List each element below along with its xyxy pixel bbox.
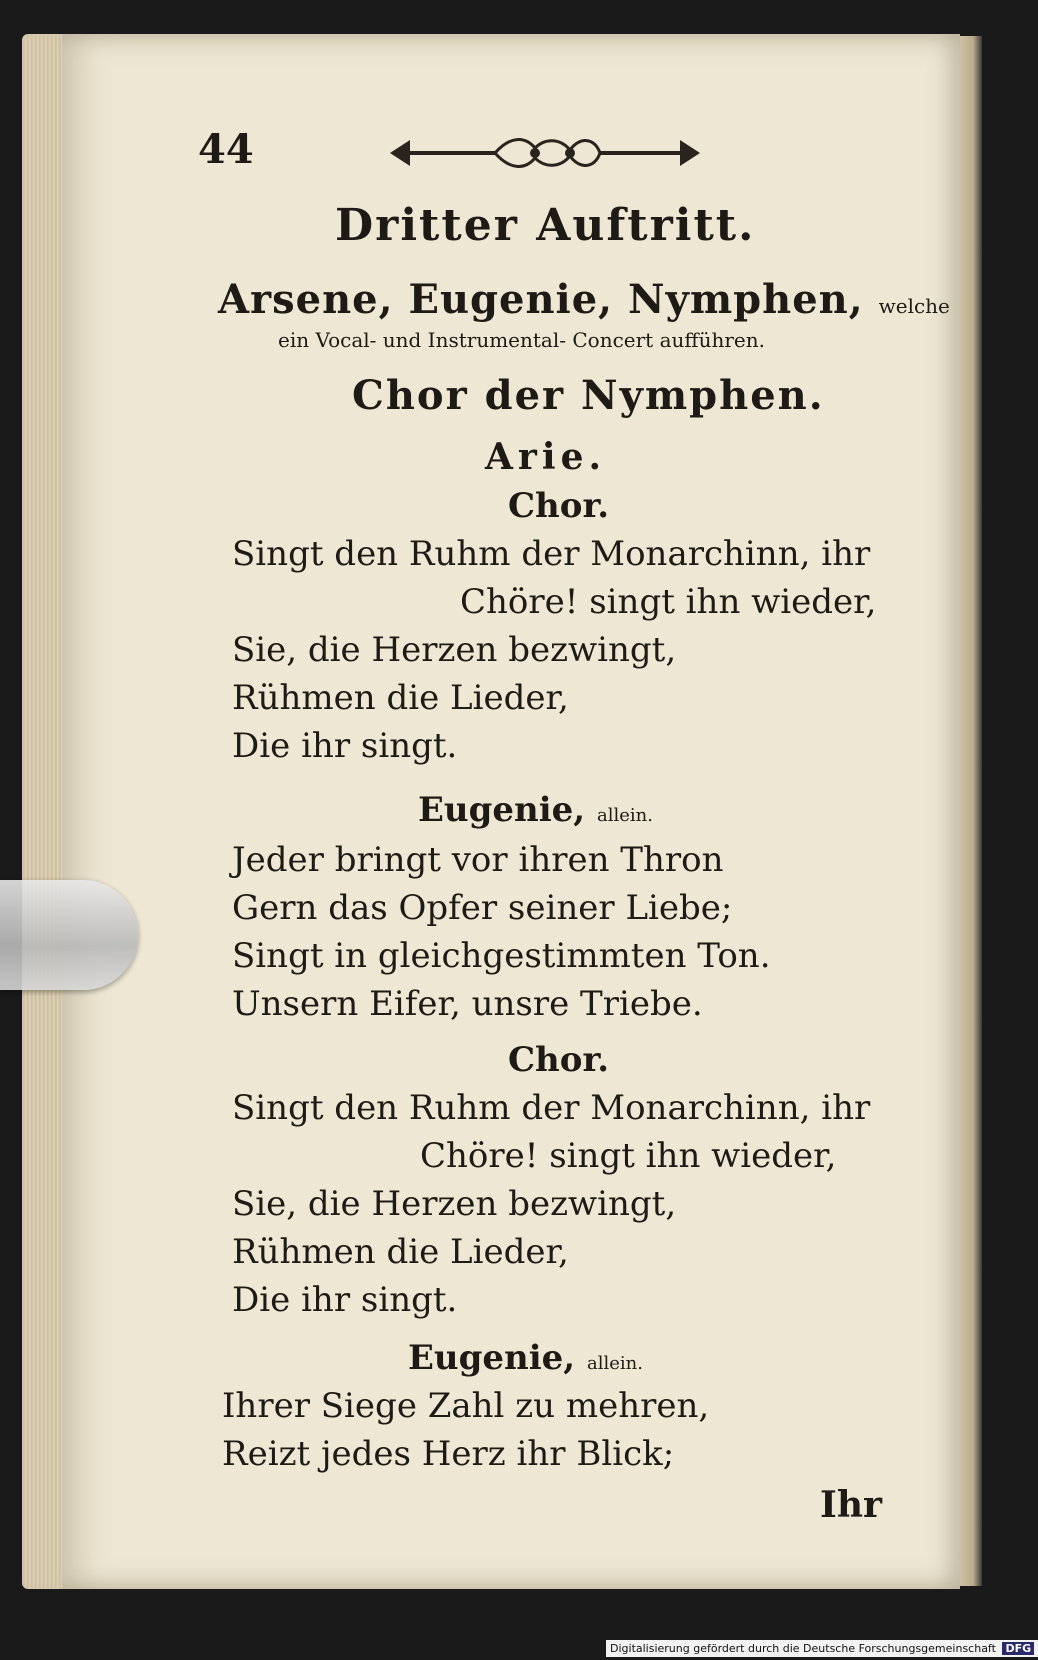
verse-line: Reizt jedes Herz ihr Blick;	[222, 1434, 675, 1474]
verse-line: Sie, die Herzen bezwingt,	[232, 1184, 677, 1224]
speaker-note: allein.	[587, 1353, 643, 1374]
speaker-heading	[508, 1040, 609, 1080]
verse-line: Singt den Ruhm der Monarchinn, ihr	[232, 534, 871, 574]
verse-line: Rühmen die Lieder,	[232, 678, 569, 718]
verse-line: Chöre! singt ihn wieder,	[460, 582, 877, 622]
aria-title: Arie.	[485, 436, 607, 478]
scene-title: Dritter Auftritt.	[335, 200, 756, 251]
verse-line: Chöre! singt ihn wieder,	[420, 1136, 837, 1176]
verse-line: Die ihr singt.	[232, 1280, 458, 1320]
verse-line: Sie, die Herzen bezwingt,	[232, 630, 677, 670]
verse-line: Singt den Ruhm der Monarchinn, ihr	[232, 1088, 871, 1128]
speaker-heading	[418, 790, 653, 830]
verse-line: Rühmen die Lieder,	[232, 1232, 569, 1272]
speaker-heading	[508, 486, 609, 526]
verse-line: Singt in gleichgestimmten Ton.	[232, 936, 771, 976]
catchword: Ihr	[820, 1484, 882, 1526]
verse-line: Gern das Opfer seiner Liebe;	[232, 888, 733, 928]
speaker-name: Chor.	[508, 1040, 610, 1080]
verse-line: Die ihr singt.	[232, 726, 458, 766]
credit-text: Digitalisierung gefördert durch die Deutsche Forschungsgemeinschaft	[610, 1642, 996, 1655]
speaker-heading	[408, 1338, 643, 1378]
page-number: 44	[198, 126, 254, 173]
chorus-title: Chor der Nymphen.	[352, 372, 825, 419]
page-right-edge	[960, 36, 982, 1586]
characters-note: welche	[878, 294, 950, 318]
characters-list: Arsene, Eugenie, Nymphen,	[218, 276, 864, 323]
digitization-credit	[606, 1640, 1038, 1657]
verse-line: Ihrer Siege Zahl zu mehren,	[222, 1386, 710, 1426]
speaker-name: Eugenie,	[418, 790, 586, 830]
book-clip	[0, 880, 138, 990]
stage-direction: ein Vocal- und Instrumental- Concert aufführen.	[278, 328, 765, 352]
speaker-name: Chor.	[508, 486, 610, 526]
characters-line	[218, 276, 950, 323]
speaker-name: Eugenie,	[408, 1338, 576, 1378]
verse-line: Jeder bringt vor ihren Thron	[232, 840, 724, 880]
verse-line: Unsern Eifer, unsre Triebe.	[232, 984, 703, 1024]
ornament-divider-icon	[385, 128, 705, 178]
speaker-note: allein.	[597, 805, 653, 826]
dfg-logo: DFG	[1002, 1642, 1034, 1655]
